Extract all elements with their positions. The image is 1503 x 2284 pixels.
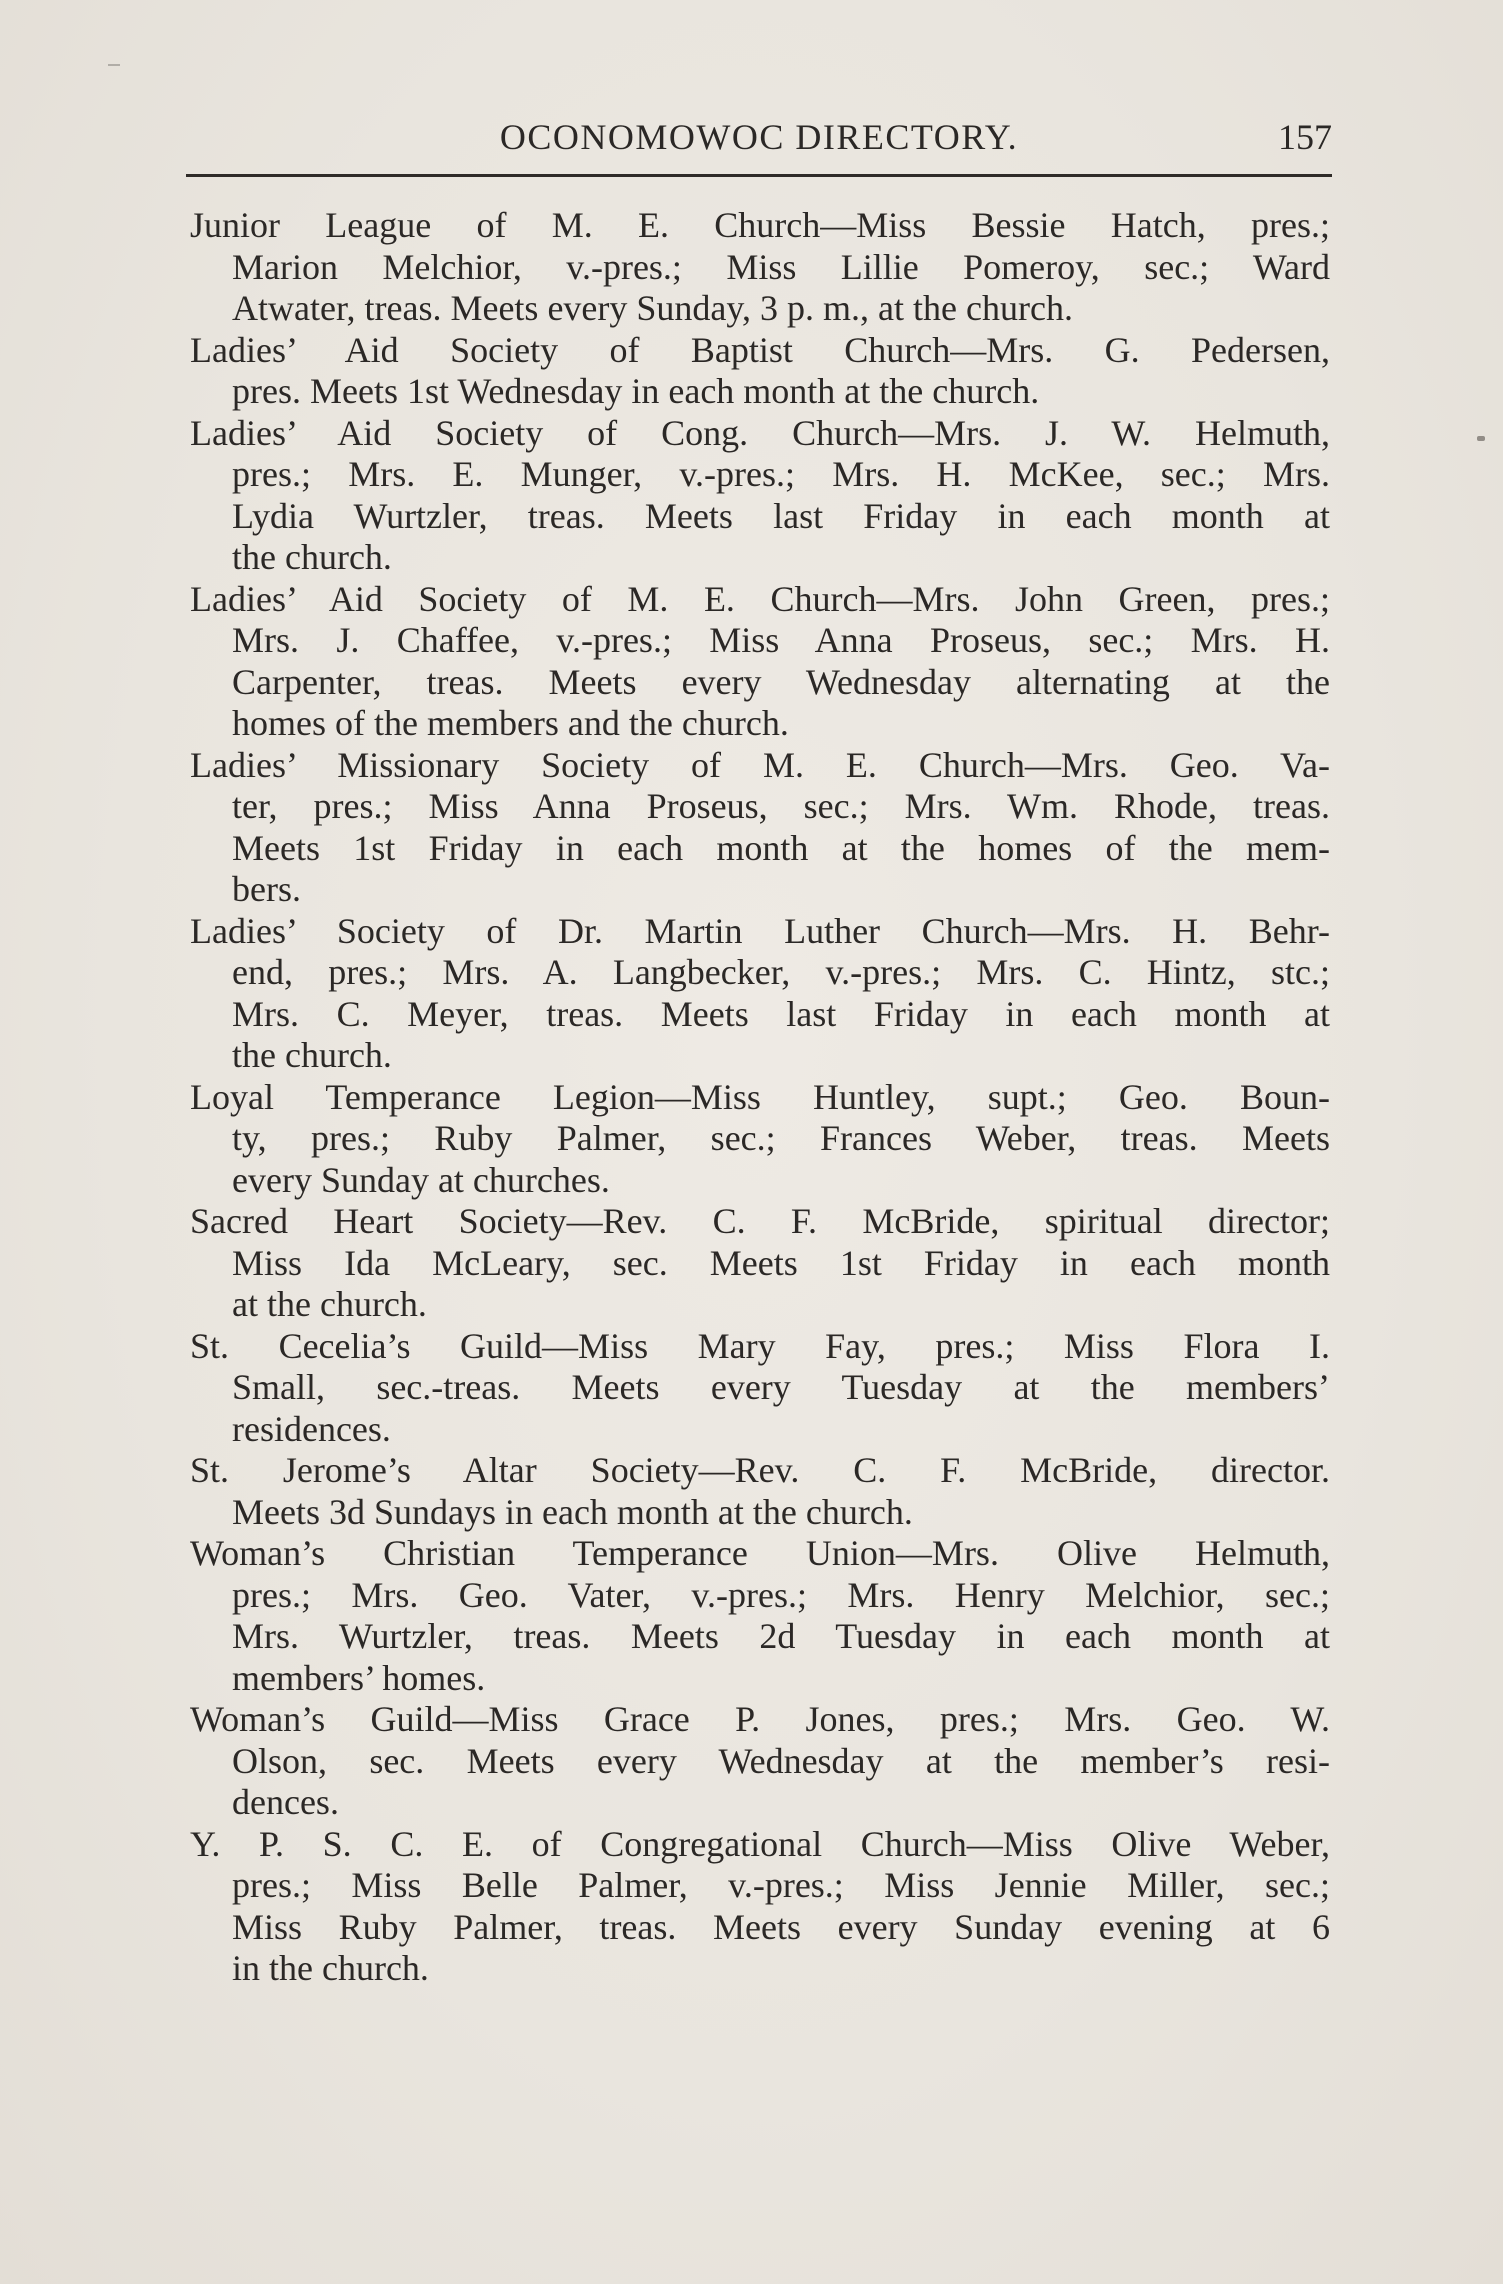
entry-line: Marion Melchior, v.-pres.; Miss Lillie Pomeroy, sec.; Ward (232, 246, 1330, 287)
entry-line: Meets 1st Friday in each month at the homes of the mem- (232, 827, 1330, 868)
entry-line: ter, pres.; Miss Anna Proseus, sec.; Mrs. Wm. Rhode, treas. (232, 786, 1330, 826)
directory-entry (190, 1824, 1330, 1990)
entry-line: ty, pres.; Ruby Palmer, sec.; Frances Weber, treas. Meets (232, 1118, 1330, 1158)
entry-line: homes of the members and the church. (232, 703, 789, 743)
entry-line: Sacred Heart Society—Rev. C. F. McBride, spiritual director; (190, 1201, 1330, 1241)
entry-line: Mrs. J. Chaffee, v.-pres.; Miss Anna Proseus, sec.; Mrs. H. (232, 620, 1330, 660)
page-blemish (108, 64, 120, 66)
directory-entry (190, 579, 1330, 745)
entry-line: Junior League of M. E. Church—Miss Bessie Hatch, pres.; (190, 205, 1330, 245)
entry-line: St. Cecelia’s Guild—Miss Mary Fay, pres.; Miss Flora I. (190, 1325, 1330, 1366)
entry-line: Meets 3d Sundays in each month at the church. (232, 1491, 913, 1532)
directory-entry (190, 1699, 1330, 1824)
entry-line: residences. (232, 1408, 391, 1449)
entry-line: Olson, sec. Meets every Wednesday at the member’s resi- (232, 1740, 1330, 1781)
running-header (186, 112, 1332, 162)
header-rule (186, 174, 1332, 177)
entry-line: Small, sec.-treas. Meets every Tuesday at the members’ (232, 1367, 1330, 1407)
entry-line: bers. (232, 869, 301, 909)
entry-line: Woman’s Christian Temperance Union—Mrs. Olive Helmuth, (190, 1533, 1330, 1573)
entry-line: pres. Meets 1st Wednesday in each month at the church. (232, 371, 1040, 411)
entry-line: pres.; Mrs. Geo. Vater, v.-pres.; Mrs. Henry Melchior, sec.; (232, 1574, 1330, 1615)
running-title: OCONOMOWOC DIRECTORY. (499, 117, 1019, 157)
entry-line: Miss Ruby Palmer, treas. Meets every Sunday evening at 6 (232, 1906, 1330, 1947)
directory-entry (190, 205, 1330, 330)
entry-line: Y. P. S. C. E. of Congregational Church—Miss Olive Weber, (190, 1823, 1330, 1864)
entry-line: in the church. (232, 1948, 429, 1988)
entry-line: Ladies’ Society of Dr. Martin Luther Church—Mrs. H. Behr- (190, 910, 1330, 951)
entry-line: Loyal Temperance Legion—Miss Huntley, supt.; Geo. Boun- (190, 1076, 1330, 1117)
entry-line: the church. (232, 537, 392, 577)
directory-entry (190, 1450, 1330, 1533)
entry-line: Ladies’ Aid Society of M. E. Church—Mrs. John Green, pres.; (190, 578, 1330, 619)
directory-entries (190, 205, 1330, 1990)
entry-line: Atwater, treas. Meets every Sunday, 3 p. m., at the church. (232, 288, 1073, 328)
entry-line: Ladies’ Missionary Society of M. E. Church—Mrs. Geo. Va- (190, 744, 1330, 785)
directory-entry (190, 1201, 1330, 1326)
entry-line: Mrs. C. Meyer, treas. Meets last Friday in each month at (232, 993, 1330, 1034)
entry-line: pres.; Miss Belle Palmer, v.-pres.; Miss Jennie Miller, sec.; (232, 1865, 1330, 1905)
directory-entry (190, 1533, 1330, 1699)
entry-line: the church. (232, 1035, 392, 1075)
entry-line: Carpenter, treas. Meets every Wednesday alternating at the (232, 661, 1330, 702)
entry-line: Ladies’ Aid Society of Baptist Church—Mrs. G. Pedersen, (190, 329, 1330, 370)
directory-entry (190, 745, 1330, 911)
directory-entry (190, 413, 1330, 579)
directory-entry (190, 911, 1330, 1077)
entry-line: dences. (232, 1782, 339, 1822)
entry-line: Ladies’ Aid Society of Cong. Church—Mrs. J. W. Helmuth, (190, 412, 1330, 453)
entry-line: Miss Ida McLeary, sec. Meets 1st Friday in each month (232, 1242, 1330, 1283)
directory-entry (190, 1077, 1330, 1202)
entry-line: Mrs. Wurtzler, treas. Meets 2d Tuesday in each month at (232, 1616, 1330, 1656)
page-blemish (1477, 436, 1485, 441)
entry-line: every Sunday at churches. (232, 1159, 610, 1200)
entry-line: Woman’s Guild—Miss Grace P. Jones, pres.; Mrs. Geo. W. (190, 1699, 1330, 1739)
entry-line: end, pres.; Mrs. A. Langbecker, v.-pres.; Mrs. C. Hintz, stc.; (232, 952, 1330, 992)
page-number: 157 (1278, 117, 1332, 157)
entry-line: members’ homes. (232, 1657, 486, 1698)
entry-line: pres.; Mrs. E. Munger, v.-pres.; Mrs. H. McKee, sec.; Mrs. (232, 454, 1330, 494)
entry-line: Lydia Wurtzler, treas. Meets last Friday in each month at (232, 495, 1330, 536)
entry-line: at the church. (232, 1284, 427, 1324)
directory-entry (190, 1326, 1330, 1451)
directory-entry (190, 330, 1330, 413)
entry-line: St. Jerome’s Altar Society—Rev. C. F. McBride, director. (190, 1450, 1330, 1490)
